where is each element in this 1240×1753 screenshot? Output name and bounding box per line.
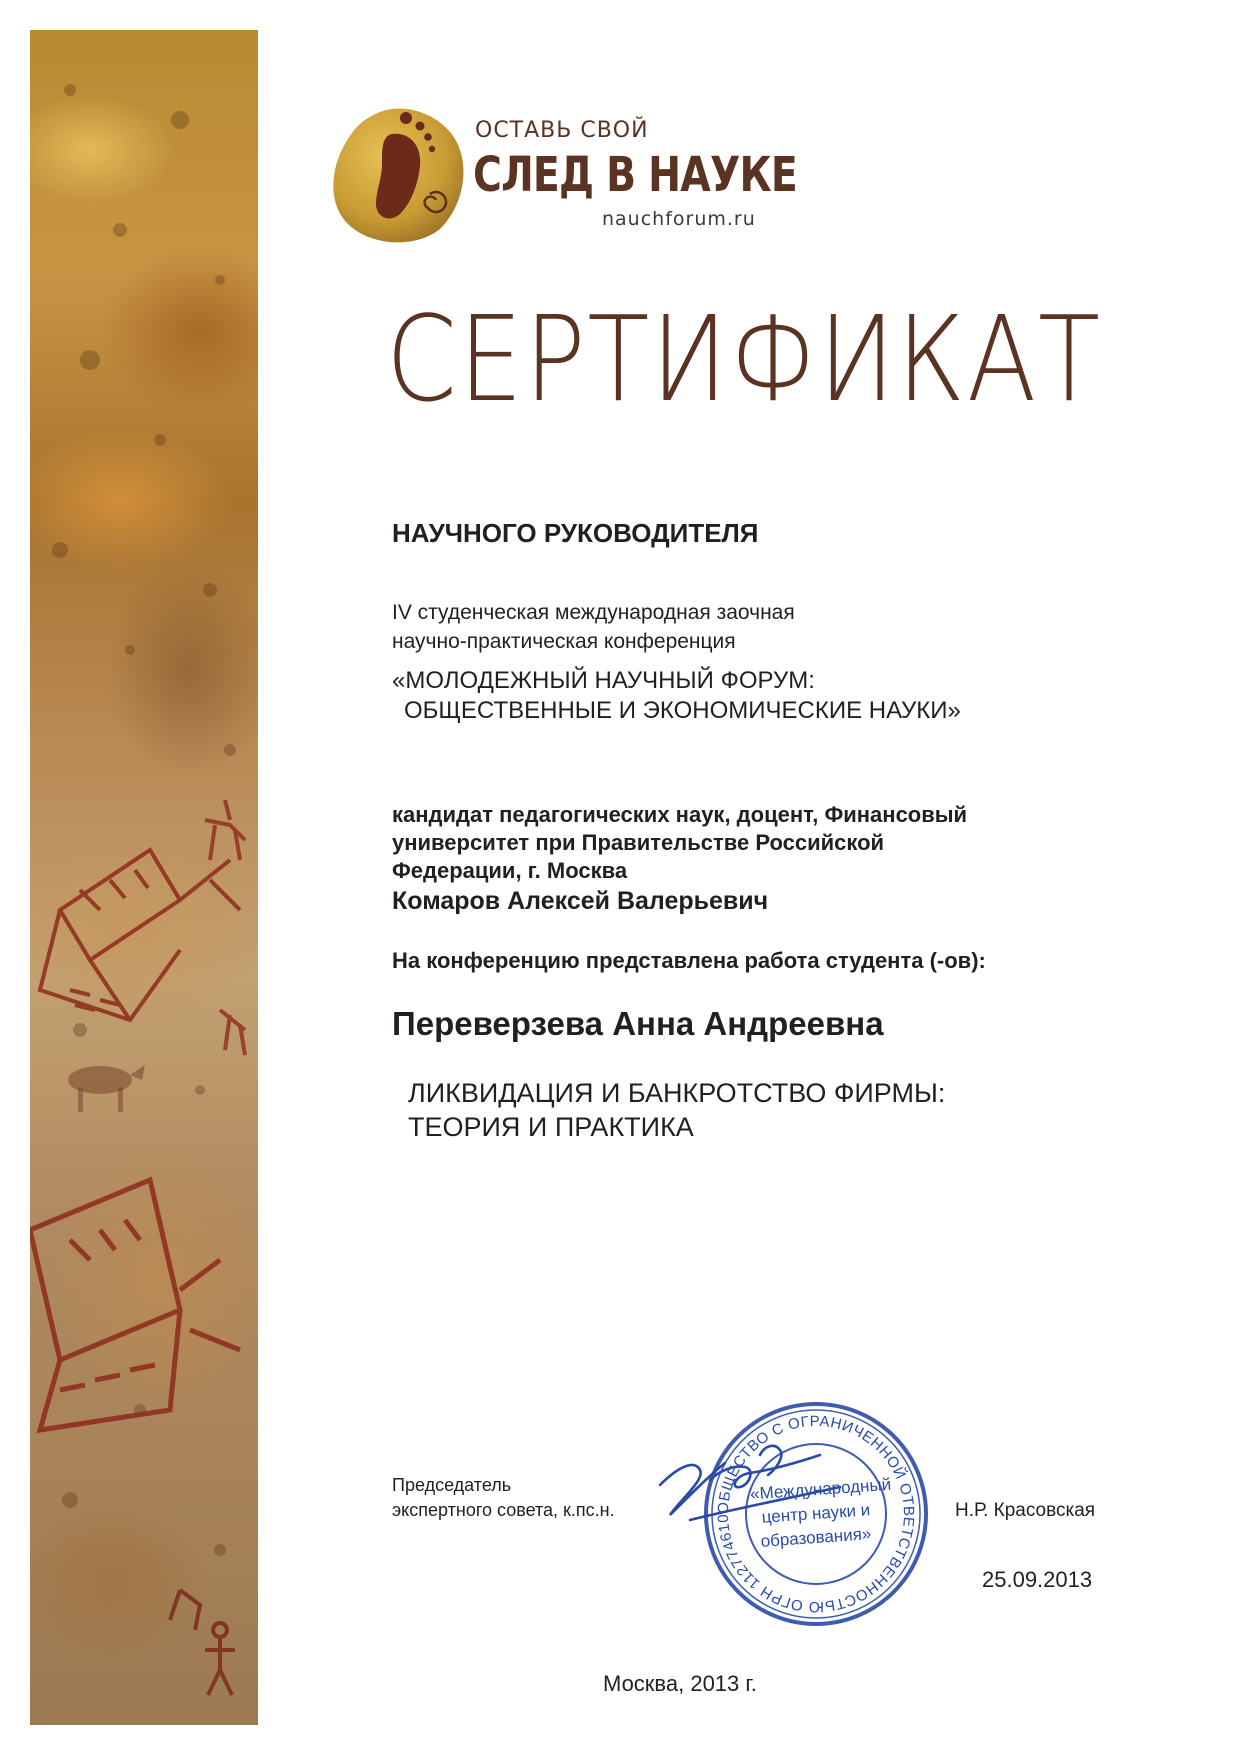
- presented-work-label: На конференцию представлена работа студента (-ов):: [392, 948, 986, 973]
- affiliation-line2: университет при Правительстве Российской: [392, 830, 885, 855]
- conference-description-line2: научно-практическая конференция: [392, 630, 736, 653]
- conference-description-line1: IV студенческая международная заочная: [392, 601, 795, 624]
- supervisor-affiliation: [392, 801, 967, 885]
- organization-stamp: [700, 1398, 932, 1630]
- affiliation-line1: кандидат педагогических наук, доцент, Финансовый: [392, 802, 968, 827]
- affiliation-line3: Федерации, г. Москва: [392, 858, 628, 883]
- student-name: Переверзева Анна Андреевна: [392, 1005, 884, 1042]
- forum-name-line2: ОБЩЕСТВЕННЫЕ И ЭКОНОМИЧЕСКИЕ НАУКИ»: [404, 697, 961, 724]
- stamp-center-line1: «Международный: [749, 1474, 892, 1504]
- rock-art-drawings: [30, 30, 258, 1725]
- chair-title-line1: Председатель: [392, 1475, 512, 1495]
- certificate-title: СЕРТИФИКАТ: [386, 290, 1102, 428]
- footprint-stone-icon: [330, 104, 470, 246]
- work-topic-line1: ЛИКВИДАЦИЯ И БАНКРОТСТВО ФИРМЫ:: [408, 1078, 946, 1108]
- logo-tagline-main: СЛЕД В НАУКЕ: [473, 147, 797, 203]
- logo: [330, 104, 800, 254]
- stamp-ring-text: ОБЩЕСТВО С ОГРАНИЧЕННОЙ ОТВЕТСТВЕННОСТЬЮ ОГРН 112774610: [714, 1412, 918, 1616]
- issue-date: 25.09.2013: [982, 1567, 1093, 1592]
- stamp-center-line2: центр науки и: [761, 1500, 871, 1527]
- forum-name-line1: «МОЛОДЕЖНЫЙ НАУЧНЫЙ ФОРУМ:: [392, 667, 815, 694]
- logo-website: nauchforum.ru: [602, 208, 756, 230]
- signer-name: Н.Р. Красовская: [955, 1500, 1096, 1521]
- recipient-role: НАУЧНОГО РУКОВОДИТЕЛЯ: [392, 518, 759, 548]
- logo-tagline-top: ОСТАВЬ СВОЙ: [475, 118, 649, 143]
- city-year: Москва, 2013 г.: [603, 1671, 757, 1696]
- stamp-center-line3: образования»: [760, 1524, 872, 1551]
- supervisor-name: Комаров Алексей Валерьевич: [392, 887, 769, 915]
- work-topic-line2: ТЕОРИЯ И ПРАКТИКА: [408, 1112, 694, 1142]
- decorative-rock-art-strip: [30, 30, 258, 1725]
- chair-title-line2: экспертного совета, к.пс.н.: [392, 1500, 615, 1520]
